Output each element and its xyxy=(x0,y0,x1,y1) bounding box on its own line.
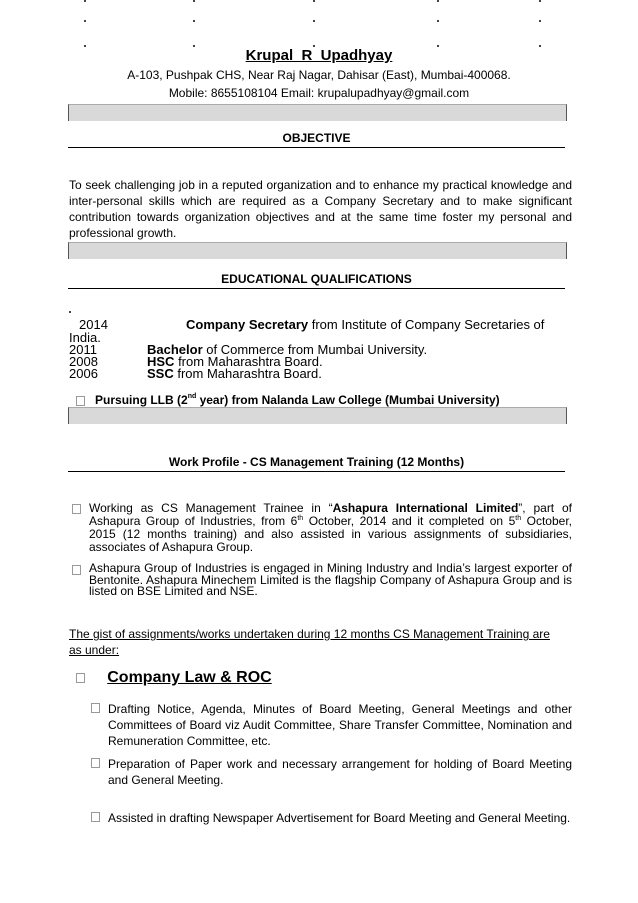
work-heading: Work Profile - CS Management Training (12 Months) xyxy=(68,455,565,472)
pursuing-text-b: year) from Nalanda Law College (Mumbai University) xyxy=(196,393,500,407)
task-text: Drafting Notice, Agenda, Minutes of Board Meeting, General Meetings and other Committees of Board viz Audit Committee, Share Transfer Committee, Nomination and Remuneration Committee, etc. xyxy=(108,702,572,748)
work-p1-c: October, 2014 and it completed on 5 xyxy=(303,514,516,528)
work-p1-b: ”, part of Ashapura Group of Industries, from 6 xyxy=(89,501,572,528)
edu-degree: HSC xyxy=(147,354,175,369)
edu-year: 2011 xyxy=(69,342,97,357)
bullet-box-icon xyxy=(91,812,100,822)
company-law-heading xyxy=(76,669,272,687)
section-divider-bar xyxy=(68,242,567,259)
bullet-box-icon xyxy=(72,504,81,514)
edu-year: 2008 xyxy=(69,354,98,369)
task-item xyxy=(108,756,572,788)
task-item xyxy=(108,810,572,826)
edu-detail: from Maharashtra Board. xyxy=(174,354,323,369)
work-p1-d: October, 2015 (12 months training) and also assisted in various assignments of subsidiaries, associates of Ashapura Group. xyxy=(89,514,572,554)
work-p1-a: Working as CS Management Trainee in “ xyxy=(89,501,333,515)
contact-info: Mobile: 8655108104 Email: krupalupadhyay@gmail.com xyxy=(168,86,470,100)
work-p2: Ashapura Group of Industries is engaged in Mining Industry and India’s largest exporter of Bentonite. Ashapura Minechem Limited is the flagship Company of Ashapura Group and is listed on BSE Limited and NSE. xyxy=(89,561,572,598)
task-item xyxy=(108,701,572,749)
edu-detail: of Commerce from Mumbai University. xyxy=(202,342,428,357)
edu-desc xyxy=(186,318,544,331)
company-name: Ashapura International Limited xyxy=(332,501,519,515)
section-divider-bar xyxy=(68,104,567,121)
task-text: Assisted in drafting Newspaper Advertisement for Board Meeting and General Meeting. xyxy=(108,811,571,825)
pursuing-sup: nd xyxy=(187,393,197,400)
edu-year: 2006 xyxy=(69,366,98,381)
top-dots-row-1 xyxy=(0,0,638,6)
work-item-2 xyxy=(89,563,572,598)
objective-heading: OBJECTIVE xyxy=(68,131,565,148)
task-text: Preparation of Paper work and necessary arrangement for holding of Board Meeting and General Meeting. xyxy=(108,757,572,787)
sup-th: th xyxy=(297,515,304,522)
candidate-name: Krupal R Upadhyay xyxy=(245,47,393,64)
edu-detail: from Maharashtra Board. xyxy=(173,366,322,381)
objective-text: To seek challenging job in a reputed organization and to enhance my practical knowledge and inter-personal skills which are required as a Company Secretary and to make significant contribution towards organization objectives and at the same time foster my personal and professional growth. xyxy=(69,178,572,240)
edu-degree: Company Secretary xyxy=(186,317,309,332)
edu-year: 2014 xyxy=(79,317,108,332)
edu-desc xyxy=(147,367,322,380)
section-divider-bar xyxy=(68,407,567,424)
section-title: Company Law & ROC xyxy=(107,669,272,686)
edu-degree: SSC xyxy=(147,366,174,381)
sup-th: th xyxy=(515,515,522,522)
work-item-1 xyxy=(89,502,572,554)
dot-marker xyxy=(69,311,71,313)
address: A-103, Pushpak CHS, Near Raj Nagar, Dahisar (East), Mumbai-400068. xyxy=(127,68,511,82)
bullet-box-icon xyxy=(76,396,85,406)
top-dots-row-2 xyxy=(0,20,638,26)
bullet-box-icon xyxy=(91,703,100,713)
bullet-box-icon xyxy=(91,758,100,768)
gist-text: The gist of assignments/works undertaken during 12 months CS Management Training are as under: xyxy=(69,627,550,657)
pursuing-text-a: Pursuing LLB (2 xyxy=(95,393,188,407)
education-heading: EDUCATIONAL QUALIFICATIONS xyxy=(68,272,565,289)
edu-row-cont: India. xyxy=(69,330,101,345)
edu-degree: Bachelor xyxy=(147,342,203,357)
bullet-box-icon xyxy=(72,565,81,575)
pursuing-llb xyxy=(76,393,500,407)
bullet-box-icon xyxy=(76,673,85,683)
edu-detail: from Institute of Company Secretaries of xyxy=(308,317,545,332)
